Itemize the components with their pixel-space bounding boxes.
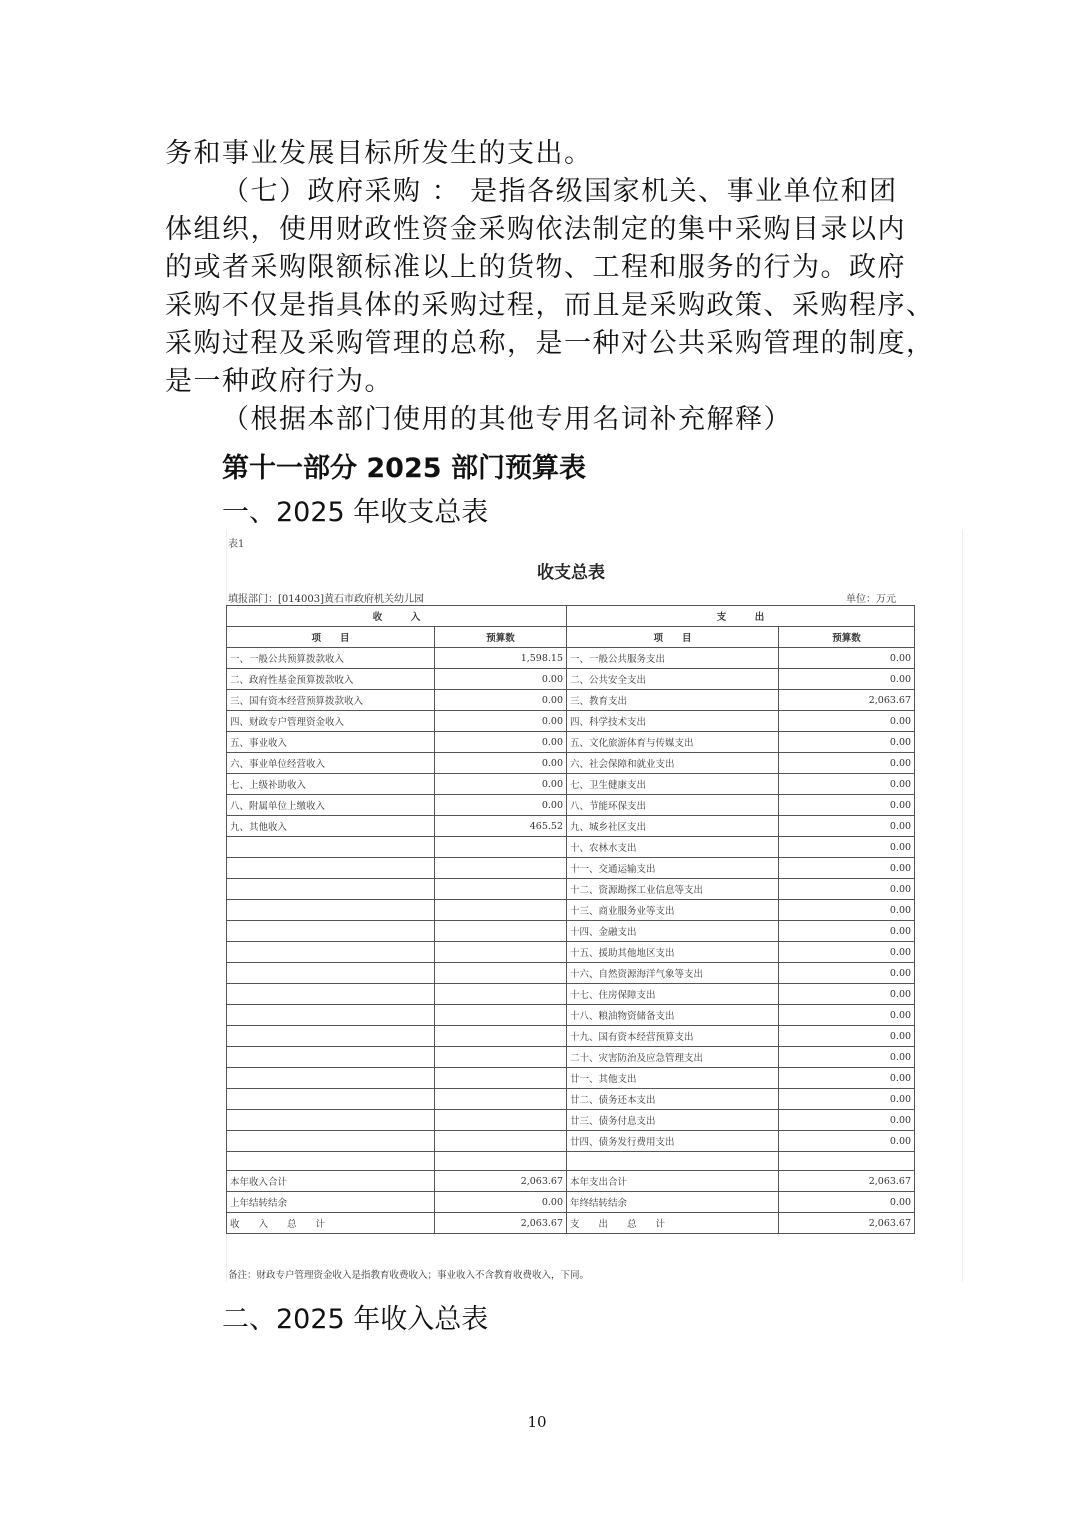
amount-cell: 0.00 — [779, 963, 915, 984]
amount-cell: 0.00 — [779, 669, 915, 690]
amount-cell: 0.00 — [779, 816, 915, 837]
item-cell: 三、国有资本经营预算拨款收入 — [227, 690, 435, 711]
item-cell: 九、城乡社区支出 — [567, 816, 779, 837]
amount-cell: 0.00 — [779, 858, 915, 879]
amount-cell: 0.00 — [435, 711, 567, 732]
item-cell: 八、节能环保支出 — [567, 795, 779, 816]
body-paragraph: 是一种政府行为。 — [165, 366, 393, 397]
item-cell: 八、附属单位上缴收入 — [227, 795, 435, 816]
amount-cell: 0.00 — [779, 732, 915, 753]
amount-cell: 0.00 — [779, 1110, 915, 1131]
table-row — [227, 1026, 915, 1047]
amount-cell: 0.00 — [779, 1192, 915, 1213]
table-row — [227, 795, 915, 816]
table-row — [227, 1192, 915, 1213]
item-cell: 收 入 总 计 — [227, 1213, 435, 1234]
item-cell — [227, 858, 435, 879]
table-row — [227, 753, 915, 774]
item-cell: 本年收入合计 — [227, 1171, 435, 1192]
item-cell: 五、文化旅游体育与传媒支出 — [567, 732, 779, 753]
amount-cell — [435, 879, 567, 900]
item-cell: 廿三、债务付息支出 — [567, 1110, 779, 1131]
amount-cell: 0.00 — [435, 753, 567, 774]
amount-cell: 0.00 — [779, 648, 915, 669]
item-cell — [227, 900, 435, 921]
table-label: 表1 — [228, 539, 245, 550]
section-title: 第十一部分 2025 部门预算表 — [222, 453, 586, 484]
item-cell: 廿二、债务还本支出 — [567, 1089, 779, 1110]
table-note: 备注：财政专户管理资金收入是指教育收费收入；事业收入不含教育收费收入，下同。 — [228, 1270, 590, 1281]
item-cell: 廿一、其他支出 — [567, 1068, 779, 1089]
income-header: 收 入 — [227, 606, 567, 627]
amount-cell — [435, 1131, 567, 1152]
table-row — [227, 690, 915, 711]
amount-cell: 0.00 — [779, 1068, 915, 1089]
table-row — [227, 1152, 915, 1171]
table-row — [227, 1171, 915, 1192]
table-row — [227, 984, 915, 1005]
item-cell: 十五、援助其他地区支出 — [567, 942, 779, 963]
item-cell — [227, 879, 435, 900]
amount-cell: 0.00 — [435, 732, 567, 753]
item-cell — [227, 942, 435, 963]
amount-cell — [435, 858, 567, 879]
item-cell: 十六、自然资源海洋气象等支出 — [567, 963, 779, 984]
table-row — [227, 711, 915, 732]
amount-cell: 0.00 — [435, 1192, 567, 1213]
table-row — [227, 879, 915, 900]
col-amount: 预算数 — [779, 627, 915, 648]
budget-table-image — [226, 530, 963, 1282]
item-cell: 三、教育支出 — [567, 690, 779, 711]
table-row — [227, 1131, 915, 1152]
amount-cell — [435, 963, 567, 984]
table-row — [227, 837, 915, 858]
item-cell: 七、上级补助收入 — [227, 774, 435, 795]
page-number: 10 — [527, 1413, 547, 1431]
table-row — [227, 942, 915, 963]
amount-cell — [435, 1005, 567, 1026]
amount-cell — [435, 1089, 567, 1110]
amount-cell: 0.00 — [779, 837, 915, 858]
amount-cell: 0.00 — [779, 1026, 915, 1047]
item-cell: 本年支出合计 — [567, 1171, 779, 1192]
subheading: 二、2025 年收入总表 — [222, 1304, 489, 1335]
item-cell: 四、财政专户管理资金收入 — [227, 711, 435, 732]
item-cell: 二、公共安全支出 — [567, 669, 779, 690]
item-cell: 十八、粮油物资储备支出 — [567, 1005, 779, 1026]
item-cell — [227, 837, 435, 858]
body-paragraph: 采购过程及采购管理的总称，是一种对公共采购管理的制度， — [165, 328, 935, 359]
table-row — [227, 1213, 915, 1234]
amount-cell: 0.00 — [779, 942, 915, 963]
table-title: 收支总表 — [537, 563, 605, 583]
amount-cell — [435, 900, 567, 921]
amount-cell — [779, 1152, 915, 1171]
amount-cell — [435, 1068, 567, 1089]
item-cell: 二、政府性基金预算拨款收入 — [227, 669, 435, 690]
amount-cell — [435, 1110, 567, 1131]
expense-header: 支 出 — [567, 606, 915, 627]
item-cell — [227, 921, 435, 942]
amount-cell: 0.00 — [779, 1005, 915, 1026]
reporting-department: 填报部门：[014003]黄石市政府机关幼儿园 — [228, 594, 424, 605]
table-row — [227, 816, 915, 837]
col-item: 项 目 — [567, 627, 779, 648]
item-cell: 十七、住房保障支出 — [567, 984, 779, 1005]
item-cell: 十九、国有资本经营预算支出 — [567, 1026, 779, 1047]
amount-cell: 2,063.67 — [779, 690, 915, 711]
unit-label: 单位：万元 — [846, 594, 896, 605]
amount-cell — [435, 921, 567, 942]
table-row — [227, 648, 915, 669]
item-cell — [227, 1089, 435, 1110]
col-amount: 预算数 — [435, 627, 567, 648]
subheading: 一、2025 年收支总表 — [222, 497, 489, 528]
item-cell: 廿四、债务发行费用支出 — [567, 1131, 779, 1152]
table-row — [227, 669, 915, 690]
item-cell — [567, 1152, 779, 1171]
body-paragraph: 务和事业发展目标所发生的支出。 — [165, 138, 593, 169]
item-cell: 上年结转结余 — [227, 1192, 435, 1213]
table-row — [227, 774, 915, 795]
amount-cell: 2,063.67 — [779, 1171, 915, 1192]
body-paragraph: 体组织，使用财政性资金采购依法制定的集中采购目录以内 — [165, 214, 906, 245]
item-cell — [227, 1026, 435, 1047]
item-cell: 五、事业收入 — [227, 732, 435, 753]
table-row — [227, 732, 915, 753]
amount-cell: 0.00 — [779, 1047, 915, 1068]
amount-cell: 0.00 — [779, 1089, 915, 1110]
item-cell — [227, 1131, 435, 1152]
item-cell: 六、社会保障和就业支出 — [567, 753, 779, 774]
table-row — [227, 921, 915, 942]
item-cell: 六、事业单位经营收入 — [227, 753, 435, 774]
body-paragraph: 采购不仅是指具体的采购过程，而且是采购政策、采购程序、 — [165, 290, 935, 321]
amount-cell: 0.00 — [779, 879, 915, 900]
body-paragraph: （七）政府采购 ： 是指各级国家机关、事业单位和团 — [222, 176, 898, 207]
col-item: 项 目 — [227, 627, 435, 648]
body-paragraph: 的或者采购限额标准以上的货物、工程和服务的行为。政府 — [165, 252, 906, 283]
item-cell: 四、科学技术支出 — [567, 711, 779, 732]
amount-cell: 0.00 — [435, 795, 567, 816]
amount-cell — [435, 984, 567, 1005]
amount-cell: 0.00 — [779, 711, 915, 732]
item-cell — [227, 1005, 435, 1026]
table-row — [227, 858, 915, 879]
amount-cell: 2,063.67 — [435, 1213, 567, 1234]
item-cell: 十、农林水支出 — [567, 837, 779, 858]
item-cell — [227, 1152, 435, 1171]
table-row — [227, 900, 915, 921]
item-cell: 二十、灾害防治及应急管理支出 — [567, 1047, 779, 1068]
amount-cell: 2,063.67 — [779, 1213, 915, 1234]
item-cell: 十三、商业服务业等支出 — [567, 900, 779, 921]
item-cell: 一、一般公共服务支出 — [567, 648, 779, 669]
item-cell — [227, 963, 435, 984]
amount-cell: 0.00 — [779, 1131, 915, 1152]
amount-cell — [435, 942, 567, 963]
amount-cell: 1,598.15 — [435, 648, 567, 669]
item-cell — [227, 984, 435, 1005]
item-cell — [227, 1110, 435, 1131]
item-cell — [227, 1068, 435, 1089]
amount-cell: 465.52 — [435, 816, 567, 837]
table-row — [227, 1089, 915, 1110]
table-row — [227, 1047, 915, 1068]
amount-cell: 0.00 — [779, 984, 915, 1005]
body-paragraph: （根据本部门使用的其他专用名词补充解释） — [222, 404, 792, 435]
item-cell: 年终结转结余 — [567, 1192, 779, 1213]
item-cell: 十一、交通运输支出 — [567, 858, 779, 879]
amount-cell — [435, 837, 567, 858]
item-cell: 七、卫生健康支出 — [567, 774, 779, 795]
item-cell: 支 出 总 计 — [567, 1213, 779, 1234]
amount-cell: 0.00 — [779, 753, 915, 774]
table-row — [227, 1110, 915, 1131]
amount-cell: 2,063.67 — [435, 1171, 567, 1192]
item-cell — [227, 1047, 435, 1068]
amount-cell: 0.00 — [435, 669, 567, 690]
budget-table — [226, 605, 915, 1234]
amount-cell — [435, 1047, 567, 1068]
table-row — [227, 1068, 915, 1089]
amount-cell — [435, 1026, 567, 1047]
amount-cell: 0.00 — [435, 690, 567, 711]
item-cell: 九、其他收入 — [227, 816, 435, 837]
amount-cell: 0.00 — [779, 900, 915, 921]
table-row — [227, 963, 915, 984]
amount-cell: 0.00 — [779, 921, 915, 942]
item-cell: 十四、金融支出 — [567, 921, 779, 942]
amount-cell: 0.00 — [779, 774, 915, 795]
table-row — [227, 1005, 915, 1026]
amount-cell — [435, 1152, 567, 1171]
item-cell: 十二、资源勘探工业信息等支出 — [567, 879, 779, 900]
amount-cell: 0.00 — [435, 774, 567, 795]
item-cell: 一、一般公共预算拨款收入 — [227, 648, 435, 669]
amount-cell: 0.00 — [779, 795, 915, 816]
